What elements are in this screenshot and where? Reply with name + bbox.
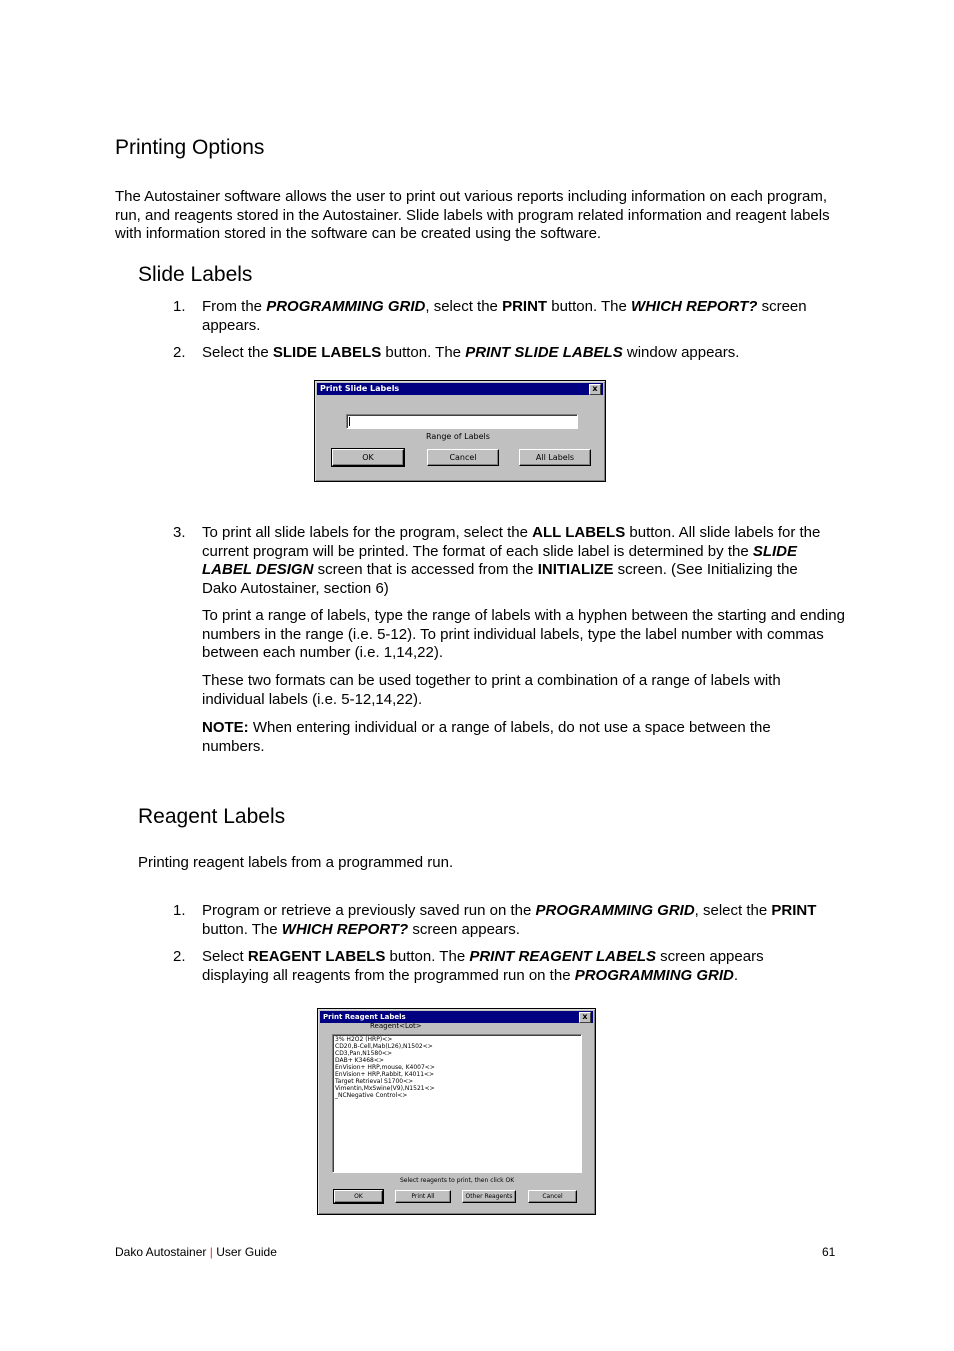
dialog-titlebar [317, 383, 603, 395]
instruction-text: Select reagents to print, then click OK [400, 1177, 515, 1184]
ok-button[interactable]: OK [334, 1190, 383, 1203]
cancel-button[interactable]: Cancel [427, 449, 499, 466]
reagent-column-header: Reagent<Lot> [370, 1022, 422, 1030]
note-paragraph: NOTE: When entering individual or a range of labels, do not use a space between the numbers. [202, 719, 771, 755]
reagent-list[interactable] [332, 1034, 582, 1173]
list-item[interactable]: _NCNegative Control<> [335, 1092, 408, 1099]
text-cursor [349, 417, 350, 426]
close-icon[interactable]: x [579, 1012, 591, 1023]
close-icon[interactable]: x [589, 384, 601, 395]
reagent-step-2: Select REAGENT LABELS button. The PRINT REAGENT LABELS screen appears displaying all reagents from the programmed run on the PROGRAMMING GRID. [202, 948, 764, 984]
list-item[interactable]: CD20,B-Cell,Mab(L26),N1502<> [335, 1043, 433, 1050]
range-of-labels-input[interactable] [346, 414, 578, 429]
footer-guide: User Guide [216, 1245, 277, 1259]
list-item[interactable]: Target Retrieval S1700<> [335, 1078, 414, 1085]
step-number: 1. [173, 298, 186, 315]
intro-paragraph: The Autostainer software allows the user to print out various reports including information on each program, run, and reagents stored in the Autostainer. Slide labels with program related information and reagent labels with information stored in the software can be created using the software. [115, 188, 830, 242]
dialog-title: Print Reagent Labels [323, 1013, 406, 1021]
slide-step-1: From the PROGRAMMING GRID, select the PRINT button. The WHICH REPORT? screen appears. [202, 298, 807, 334]
footer-brand: Dako Autostainer [115, 1245, 207, 1259]
list-item[interactable]: CD3,Pan,N1580<> [335, 1050, 393, 1057]
slide-step-2: Select the SLIDE LABELS button. The PRINT SLIDE LABELS window appears. [202, 344, 740, 361]
other-reagents-button[interactable]: Other Reagents [462, 1190, 516, 1203]
cancel-button[interactable]: Cancel [528, 1190, 577, 1203]
range-paragraph: To print a range of labels, type the range of labels with a hyphen between the starting and ending numbers in the range (i.e. 5-12). To print individual labels, type the label number with commas between each number (i.e. 1,14,22). [202, 607, 845, 661]
reagent-intro: Printing reagent labels from a programmed run. [138, 854, 454, 871]
footer-separator: | [209, 1245, 213, 1259]
slide-labels-heading: Slide Labels [138, 263, 253, 286]
slide-step-3: To print all slide labels for the program, select the ALL LABELS button. All slide labels for the current program will be printed. The format of each slide label is determined by the SLIDE LABEL DESIGN screen that is accessed from the INITIALIZE screen. (See Initializing the Dako Autostainer, section 6) [202, 524, 821, 597]
print-all-button[interactable]: Print All [395, 1190, 451, 1203]
note-label: NOTE: [202, 719, 249, 736]
list-item[interactable]: 3% H2O2 (HRP)<> [335, 1036, 393, 1043]
print-reagent-labels-dialog [317, 1008, 596, 1215]
combo-paragraph: These two formats can be used together to print a combination of a range of labels with individual labels (i.e. 5-12,14,22). [202, 672, 781, 708]
step-number: 2. [173, 344, 186, 361]
list-item[interactable]: Vimentin,MxSwine(V9),N1521<> [335, 1085, 435, 1092]
dialog-title: Print Slide Labels [320, 384, 400, 393]
range-of-labels-label: Range of Labels [426, 432, 490, 441]
print-slide-labels-dialog [314, 380, 606, 482]
list-item[interactable]: EnVision+ HRP,Rabbit, K4011<> [335, 1071, 435, 1078]
step-number: 3. [173, 524, 186, 541]
step-number: 1. [173, 902, 186, 919]
ok-button[interactable]: OK [332, 449, 404, 466]
dialog-titlebar [320, 1011, 593, 1023]
all-labels-button[interactable]: All Labels [519, 449, 591, 466]
reagent-labels-heading: Reagent Labels [138, 805, 286, 828]
list-item[interactable]: DAB+ K3468<> [335, 1057, 384, 1064]
list-item[interactable]: EnVision+ HRP,mouse, K4007<> [335, 1064, 435, 1071]
reagent-step-1: Program or retrieve a previously saved run on the PROGRAMMING GRID, select the PRINT button. The WHICH REPORT? screen appears. [202, 902, 817, 938]
footer-left [115, 1245, 277, 1259]
page-number: 61 [822, 1245, 836, 1259]
step-number: 2. [173, 948, 186, 965]
section-title: Printing Options [115, 136, 265, 159]
